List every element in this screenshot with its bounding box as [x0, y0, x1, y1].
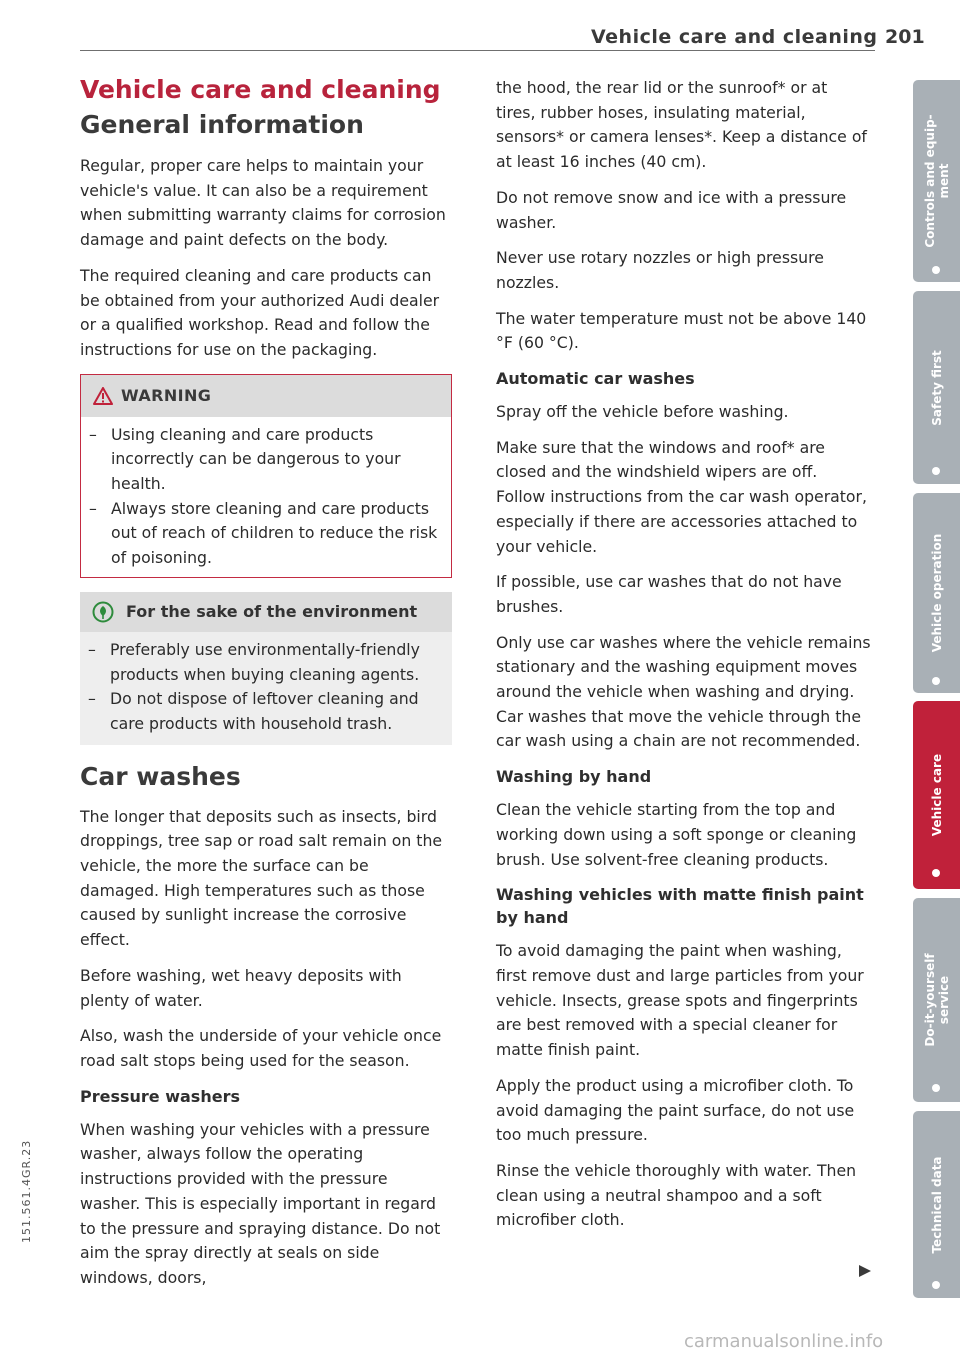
heading-pressure-washers: Pressure washers: [80, 1086, 240, 1106]
tab-marker-dot: [932, 1281, 940, 1289]
environment-header: [80, 592, 452, 632]
tab-label: Vehicle care: [929, 753, 944, 837]
tab-marker-dot: [932, 869, 940, 877]
document-code: 151.561.4GR.23: [20, 1139, 33, 1243]
page-number: 201: [885, 26, 925, 48]
environment-item: – Do not dispose of leftover cleaning and care products with household trash.: [88, 689, 419, 733]
tab-technical-data[interactable]: [913, 1111, 960, 1298]
paragraph: Apply the product using a microfiber cloth. To avoid damaging the paint surface, do not use too much pressure.: [496, 1075, 855, 1145]
tab-label: Do-it-yourself: [922, 953, 937, 1047]
heading-automatic-car-washes: Automatic car washes: [496, 369, 695, 389]
paragraph: When washing your vehicles with a pressure washer, always follow the operating instructions provided with the pressure washer. This is especially important in regard to the pressure and spraying distance. Do not aim the spray directly at seals on side windows, doors,: [80, 1119, 441, 1287]
tab-label: Technical data: [929, 1155, 944, 1254]
tab-label: Controls and equip-: [922, 114, 937, 248]
tab-safety-first[interactable]: [913, 291, 960, 484]
tab-label: Safety first: [929, 349, 944, 426]
paragraph: Regular, proper care helps to maintain your vehicle's value. It can also be a requirement when submitting warranty claims for corrosion damage and paint defects on the body.: [80, 156, 446, 250]
paragraph: The longer that deposits such as insects, bird droppings, tree sap or road salt remain on the vehicle, the more the surface can be damaged. High temperatures such as those caused by sunlight increase the corrosive effect.: [80, 806, 443, 950]
environment-box: [80, 592, 452, 745]
warning-item: – Using cleaning and care products incorrectly can be dangerous to your health.: [89, 424, 401, 494]
running-header-title: Vehicle care and cleaning: [591, 26, 878, 48]
warning-box: [80, 374, 452, 578]
heading-matte-finish: Washing vehicles with matte finish paint by hand: [496, 885, 864, 928]
continue-arrow-icon: [858, 1264, 872, 1278]
tab-vehicle-care[interactable]: [913, 701, 960, 889]
paragraph: If possible, use car washes that do not have brushes.: [496, 572, 842, 616]
tab-label: ment: [936, 163, 951, 199]
paragraph: Only use car washes where the vehicle remains stationary and the washing equipment moves around the vehicle when washing and drying. Car washes that move the vehicle through the car wash using a chain are not recommended.: [496, 632, 871, 751]
right-column: [496, 76, 871, 1244]
warning-item: – Always store cleaning and care products out of reach of children to reduce the risk of poisoning.: [89, 498, 438, 568]
environment-label: For the sake of the environment: [126, 602, 418, 622]
tab-marker-dot: [932, 677, 940, 685]
warning-list: [81, 417, 451, 577]
subsection-title-general-information: General information: [80, 110, 364, 139]
paragraph: Do not remove snow and ice with a pressure washer.: [496, 187, 847, 232]
watermark: carmanualsonline.info: [684, 1331, 884, 1352]
paragraph: Spray off the vehicle before washing.: [496, 402, 789, 422]
paragraph: To avoid damaging the paint when washing, first remove dust and large particles from your vehicle. Insects, grease spots and fingerprints are best removed with a special cleaner for matte finish paint.: [496, 941, 864, 1060]
environment-list: [80, 632, 452, 745]
tab-marker-dot: [932, 1084, 940, 1092]
heading-washing-by-hand: Washing by hand: [496, 767, 652, 787]
tab-label: Vehicle operation: [929, 533, 944, 653]
tab-marker-dot: [932, 467, 940, 475]
warning-header: [81, 375, 451, 417]
warning-triangle-icon: [93, 387, 113, 405]
paragraph: Rinse the vehicle thoroughly with water. Then clean using a neutral shampoo and a soft microfiber cloth.: [496, 1160, 857, 1230]
environment-leaf-icon: [92, 601, 114, 623]
tab-marker-dot: [932, 266, 940, 274]
left-column: [80, 74, 452, 1302]
tab-do-it-yourself-service[interactable]: [913, 898, 960, 1102]
paragraph: Never use rotary nozzles or high pressure nozzles.: [496, 248, 824, 292]
tab-controls-and-equipment[interactable]: [913, 80, 960, 282]
header-rule: [80, 50, 875, 51]
paragraph: Clean the vehicle starting from the top and working down using a soft sponge or cleaning brush. Use solvent-free cleaning products.: [496, 800, 857, 869]
paragraph: The required cleaning and care products can be obtained from your authorized Audi dealer or a qualified workshop. Read and follow the instructions for use on the packaging.: [80, 265, 440, 359]
subsection-title-car-washes: Car washes: [80, 761, 241, 791]
tab-label: service: [936, 975, 951, 1025]
warning-label: WARNING: [121, 386, 212, 406]
paragraph: Also, wash the underside of your vehicle once road salt stops being used for the season.: [80, 1026, 442, 1070]
paragraph: The water temperature must not be above 140 °F (60 °C).: [496, 308, 867, 353]
paragraph: Before washing, wet heavy deposits with plenty of water.: [80, 965, 402, 1010]
section-title: Vehicle care and cleaning: [80, 75, 441, 104]
tab-vehicle-operation[interactable]: [913, 493, 960, 693]
paragraph: the hood, the rear lid or the sunroof* or at tires, rubber hoses, insulating material, sensors* or camera lenses*. Keep a distance of at least 16 inches (40 cm).: [496, 78, 867, 172]
paragraph: Make sure that the windows and roof* are closed and the windshield wipers are off. Follow instructions from the car wash operator, especially if there are accessories attached to your vehicle.: [496, 437, 867, 556]
environment-item: – Preferably use environmentally-friendly products when buying cleaning agents.: [88, 639, 420, 684]
